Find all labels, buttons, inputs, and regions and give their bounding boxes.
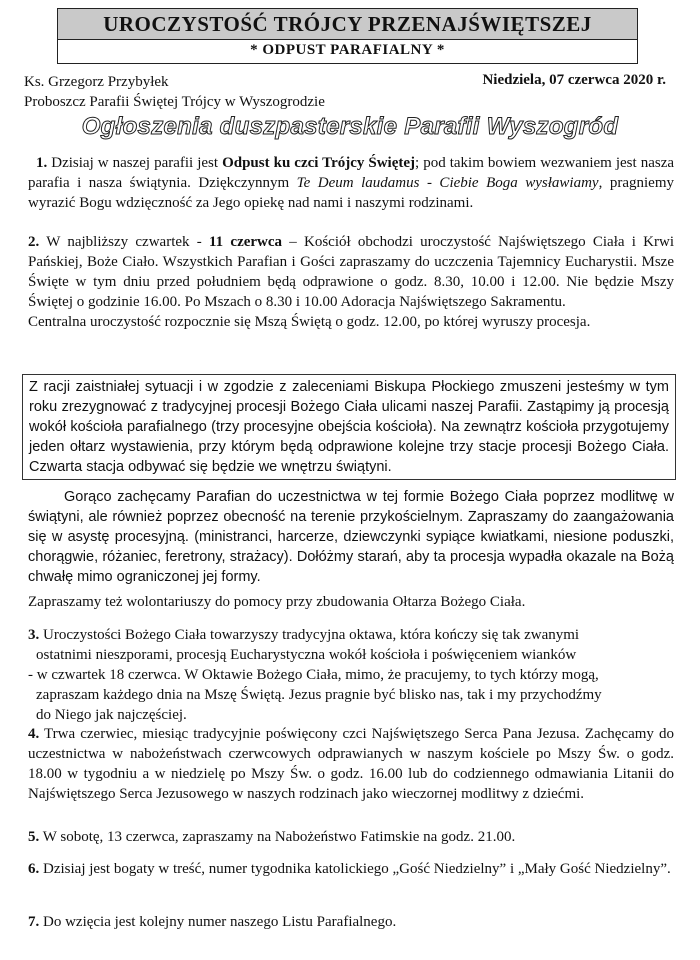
author-role: Proboszcz Parafii Świętej Trójcy w Wyszogrodzie — [24, 94, 325, 110]
item-number: 4. — [28, 726, 40, 742]
announcement-6 — [28, 859, 674, 879]
quote: Te Deum laudamus - Ciebie Boga wysławiamy — [296, 175, 599, 191]
item-number: 3. — [28, 627, 40, 643]
item-number: 5. — [28, 829, 40, 845]
text: ostatnimi nieszporami, procesją Eucharystyczna wokół kościoła i poświęceniem wianków — [36, 647, 577, 663]
text: – Kościół obchodzi uroczystość Najświętszego Ciała i Krwi Pańskiej, Boże Ciało. Wszystkich Parafian i Gości zapraszamy do uczczenia Tajemnicy Eucharystii. Msze Święte w tym dniu przed południem będą odprawione o godz. 8.30, 10.00 i 12.00. Nie będzie Mszy Świętej o godzinie 16.00. Po Mszach o 8.30 i 10.00 Adoracja Najświętszego Sakramentu. — [28, 234, 675, 310]
procession-notice-box: Z racji zaistniałej sytuacji i w zgodzie z zaleceniami Biskupa Płockiego zmuszeni jesteśmy w tym roku zrezygnować z tradycyjnej procesji Bożego Ciała ulicami naszej Parafii. Zastąpimy ją procesją wokół kościoła parafialnego (trzy procesyjne obejścia kościoła). Na zewnątrz kościoła przygotujemy jeden ołtarz wystawienia, przy którym będą odprawione kolejne trzy stacje procesji Bożego Ciała. Czwarta stacja odbywać się będzie we wnętrzu świątyni. — [22, 374, 676, 480]
text: , pragniemy wyrazić Bogu wdzięczność za Jego opiekę nad nami i naszymi rodzinami. — [28, 175, 674, 211]
announcement-7 — [28, 912, 674, 932]
author-name: Ks. Grzegorz Przybyłek — [24, 74, 169, 90]
text: Dzisiaj w naszej parafii jest — [51, 155, 219, 171]
emphasis: Odpust ku czci Trójcy Świętej — [222, 155, 416, 171]
text: - w czwartek 18 czerwca. W Oktawie Bożego Ciała, mimo, że pracujemy, to tych którzy mogą, — [28, 667, 599, 683]
page-title: UROCZYSTOŚĆ TRÓJCY PRZENAJŚWIĘTSZEJ — [57, 8, 638, 40]
announcement-4 — [28, 724, 674, 804]
text: Do wzięcia jest kolejny numer naszego Listu Parafialnego. — [43, 914, 397, 930]
item-number: 6. — [28, 861, 40, 877]
text: W najbliższy czwartek - — [46, 234, 202, 250]
announcement-1 — [28, 153, 674, 213]
text: Trwa czerwiec, miesiąc tradycyjnie poświęcony czci Najświętszego Serca Pana Jezusa. Zachęcamy do uczestnictwa w nabożeństwach czerwcowych odprawianych w naszym kościele po Mszy Św. o godz. 18.00 w tygodniu a w niedzielę po Mszy Św. o godz. 16.00 lub do codziennego odmawiania Litanii do Najświętszego Serca Jezusowego w naszych rodzinach jako wieczornej modlitwy z dziećmi. — [28, 726, 674, 802]
text: Centralna uroczystość rozpocznie się Mszą Świętą o godz. 12.00, po której wyruszy procesja. — [28, 314, 591, 330]
text: ; pod takim bowiem wezwaniem jest nasza parafia i nasza świątynia. Dziękczynnym — [28, 155, 675, 191]
announcement-3 — [28, 625, 674, 725]
encouragement-paragraph: Gorąco zachęcamy Parafian do uczestnictwa w tej formie Bożego Ciała poprzez modlitwę w świątyni, ale również poprzez obecność na terenie przykościelnym. Zapraszamy do zaangażowania się w asystę procesyjną. (ministranci, harcerze, dziewczynki sypiące kwiatkami, niesione poduszki, chorągwie, różaniec, feretrony, strażacy). Dołóżmy starań, aby ta procesja wypadła okazale na Bożą chwałę mimo ograniczonej jej formy. — [28, 489, 674, 585]
announcements-heading: Ogłoszenia duszpasterskie Parafii Wyszogród — [81, 113, 619, 140]
text: Uroczystości Bożego Ciała towarzyszy tradycyjna oktawa, która kończy się tak zwanymi — [43, 627, 580, 643]
text: W sobotę, 13 czerwca, zapraszamy na Nabożeństwo Fatimskie na godz. 21.00. — [42, 829, 516, 845]
text: Dzisiaj jest bogaty w treść, numer tygodnika katolickiego „Gość Niedzielny” i „Mały Gość Niedzielny”. — [43, 861, 671, 877]
announcement-2 — [28, 232, 674, 332]
issue-date: Niedziela, 07 czerwca 2020 r. — [482, 72, 666, 88]
announcement-5 — [28, 827, 674, 847]
item-number: 1. — [36, 155, 48, 171]
text: do Niego jak najczęściej. — [36, 707, 187, 723]
author-block — [24, 72, 325, 112]
volunteers-paragraph: Zapraszamy też wolontariuszy do pomocy przy zbudowania Ołtarza Bożego Ciała. — [28, 594, 526, 610]
emphasis: 11 czerwca — [209, 234, 283, 250]
item-number: 2. — [28, 234, 40, 250]
text: zapraszam każdego dnia na Mszę Świętą. Jezus pragnie być blisko nas, tak i my przychodźmy — [36, 687, 602, 703]
item-number: 7. — [28, 914, 40, 930]
page-subtitle: * ODPUST PARAFIALNY * — [57, 38, 638, 64]
